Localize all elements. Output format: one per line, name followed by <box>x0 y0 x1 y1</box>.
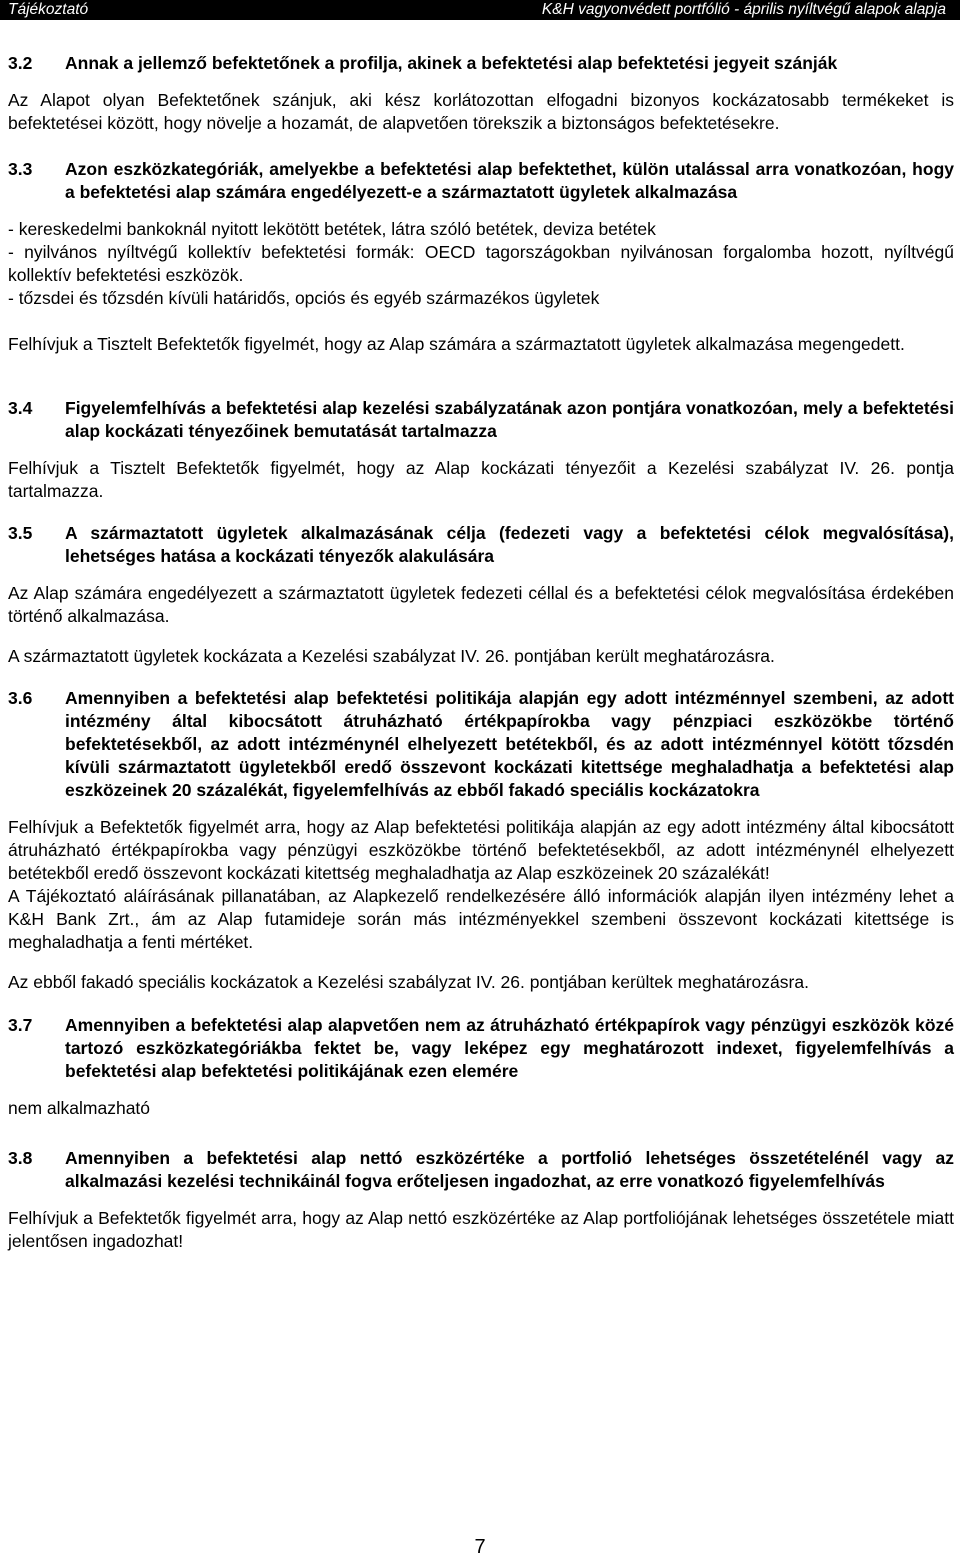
section-3-6 <box>8 687 954 994</box>
section-number: 3.6 <box>8 688 33 708</box>
document-header <box>0 0 960 20</box>
paragraph: Az Alapot olyan Befektetőnek szánjuk, aki kész korlátozottan elfogadni bizonyos kockázatosabb termékeket is befektetései között, hogy növelje a hozamát, de alapvetően törekszik a biztonságos befektetésekre. <box>8 90 954 133</box>
paragraph: Felhívjuk a Tisztelt Befektetők figyelmét, hogy az Alap számára a származtatott ügyletek alkalmazása megengedett. <box>8 334 905 354</box>
section-title: Annak a jellemző befektetőnek a profilja, akinek a befektetési alap befektetési jegyeit szánják <box>65 53 838 73</box>
page-number: 7 <box>474 1536 486 1558</box>
paragraph: Felhívjuk a Tisztelt Befektetők figyelmét, hogy az Alap kockázati tényezőit a Kezelési szabályzat IV. 26. pontja tartalmazza. <box>8 458 954 501</box>
section-title: Amennyiben a befektetési alap befektetési politikája alapján egy adott intézménnyel szembeni, az adott intézmény által kibocsátott átruházható értékpapírokba vagy pénzpiaci eszközökbe történő befektetésekből, az adott intézménynél elhelyezett betétekből, és az adott intézménnyel kötött tőzsdén kívüli származtatott ügyletekből eredő összevont kockázati kitettsége meghaladhatja a befektetési alap eszközeinek 20 százalékát, figyelemfelhívás az ebből fakadó speciális kockázatokra <box>65 688 954 800</box>
paragraph: Az Alap számára engedélyezett a származtatott ügyletek fedezeti céllal és a befektetési célok megvalósítása érdekében történő alkalmazása. <box>8 583 954 626</box>
section-number: 3.3 <box>8 159 33 179</box>
paragraph: Az ebből fakadó speciális kockázatok a Kezelési szabályzat IV. 26. pontjában kerültek meghatározásra. <box>8 972 809 992</box>
section-3-2 <box>8 52 954 135</box>
section-3-4 <box>8 397 954 503</box>
section-title: Azon eszközkategóriák, amelyekbe a befektetési alap befektethet, külön utalással arra vonatkozóan, hogy a befektetési alap számára engedélyezett-e a származtatott ügyletek alkalmazása <box>65 159 954 202</box>
section-heading <box>8 1147 954 1193</box>
section-3-7 <box>8 1014 954 1120</box>
paragraph: - kereskedelmi bankoknál nyitott lekötött betétek, látra szóló betétek, deviza betétek <box>8 219 656 239</box>
section-number: 3.7 <box>8 1015 33 1035</box>
paragraph: - tőzsdei és tőzsdén kívüli határidős, opciós és egyéb származékos ügyletek <box>8 288 600 308</box>
section-heading <box>8 687 954 802</box>
paragraph: A származtatott ügyletek kockázata a Kezelési szabályzat IV. 26. pontjában került meghatározásra. <box>8 646 775 666</box>
document-body <box>8 52 954 1253</box>
section-3-5 <box>8 522 954 668</box>
section-heading <box>8 158 954 204</box>
paragraph: Felhívjuk a Befektetők figyelmét arra, hogy az Alap nettó eszközértéke az Alap portfoliójának lehetséges összetétele miatt jelentősen ingadozhat! <box>8 1208 954 1251</box>
header-left-title: Tájékoztató <box>8 1 89 18</box>
section-number: 3.5 <box>8 523 33 543</box>
section-heading <box>8 522 954 568</box>
section-number: 3.8 <box>8 1148 33 1168</box>
section-number: 3.2 <box>8 53 33 73</box>
section-title: Figyelemfelhívás a befektetési alap kezelési szabályzatának azon pontjára vonatkozóan, mely a befektetési alap kockázati tényezőinek bemutatását tartalmazza <box>65 398 954 441</box>
paragraph: - nyilvános nyíltvégű kollektív befektetési formák: OECD tagországokban nyilvánosan forgalomba hozott, nyíltvégű kollektív befektetési eszközök. <box>8 242 954 285</box>
section-heading <box>8 397 954 443</box>
section-title: Amennyiben a befektetési alap alapvetően nem az átruházható értékpapírok vagy pénzügyi eszközök közé tartozó eszközkategóriákba fektet be, vagy leképez egy meghatározott indexet, figyelemfelhívás a befektetési alap befektetési politikájának ezen elemére <box>65 1015 954 1081</box>
header-right-title: K&H vagyonvédett portfólió - április nyíltvégű alapok alapja <box>541 1 946 18</box>
paragraph: Felhívjuk a Befektetők figyelmét arra, hogy az Alap befektetési politikája alapján az egy adott intézmény által kibocsátott átruházható értékpapírokba vagy pénzügyi eszközökbe történő befektetésekből, az adott intézménynél elhelyezett betétekből eredő összevont kockázati kitettség meghaladhatja az Alap eszközeinek 20 százalékát! <box>8 817 954 883</box>
section-3-3 <box>8 158 954 356</box>
section-number: 3.4 <box>8 398 33 418</box>
section-heading <box>8 52 954 75</box>
section-3-8 <box>8 1147 954 1253</box>
section-heading <box>8 1014 954 1083</box>
paragraph: A Tájékoztató aláírásának pillanatában, az Alapkezelő rendelkezésére álló információk alapján ilyen intézmény lehet a K&H Bank Zrt., ám az Alap futamideje során más intézményekkel szembeni összevont kockázati kitettsége is meghaladhatja a fenti mértéket. <box>8 886 954 952</box>
section-title: A származtatott ügyletek alkalmazásának célja (fedezeti vagy a befektetési célok megvalósítása), lehetséges hatása a kockázati tényezők alakulására <box>65 523 954 566</box>
section-title: Amennyiben a befektetési alap nettó eszközértéke a portfolió lehetséges összetételénél vagy az alkalmazási kezelési technikáinál fogva erőteljesen ingadozhat, az erre vonatkozó figyelemfelhívás <box>65 1148 954 1191</box>
paragraph: nem alkalmazható <box>8 1098 151 1118</box>
